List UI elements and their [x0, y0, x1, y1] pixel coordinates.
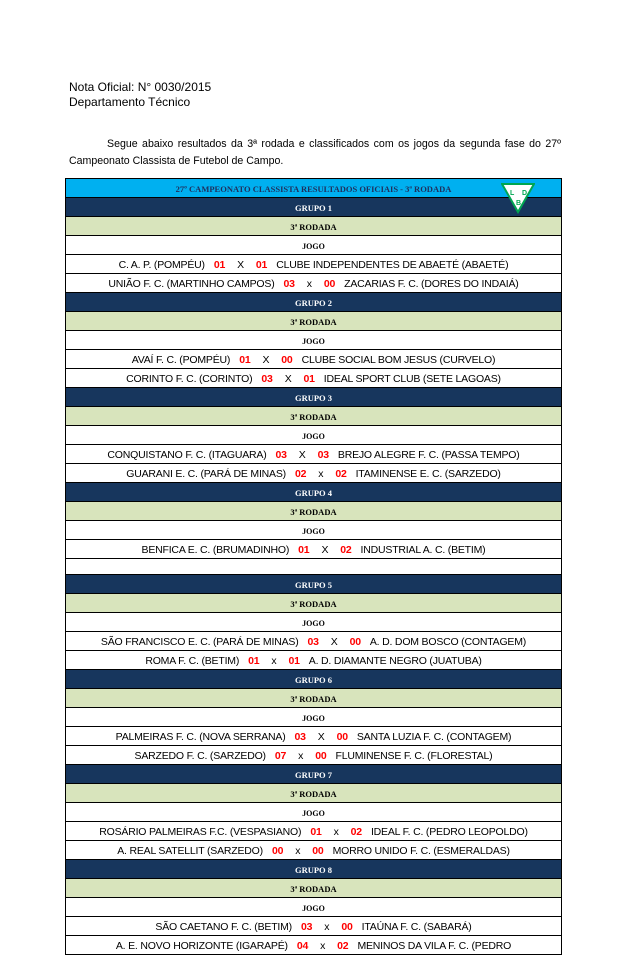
- group-header-row: [66, 764, 562, 783]
- home-score: 00: [271, 844, 284, 857]
- games-label: JOGO: [302, 527, 325, 536]
- table-title: 27º CAMPEONATO CLASSISTA RESULTADOS OFICIAIS - 3ª RODADA: [175, 184, 452, 194]
- round-row-cell: [66, 312, 562, 331]
- match-row: [66, 255, 562, 274]
- group-spacer-row: [66, 559, 562, 575]
- games-label: JOGO: [302, 242, 325, 251]
- table-title-row: [66, 179, 562, 198]
- away-score: 02: [340, 544, 352, 556]
- group-name: GRUPO 4: [294, 488, 333, 498]
- match-separator: x: [271, 654, 277, 667]
- round-label: 3ª RODADA: [290, 693, 337, 704]
- away-score: 00: [349, 635, 361, 648]
- round-row: [66, 593, 562, 612]
- match-separator: X: [317, 730, 325, 743]
- games-label: JOGO: [302, 808, 325, 818]
- logo-letter-b: B: [516, 200, 522, 207]
- home-team: AVAÍ F. C. (POMPÉU): [131, 354, 231, 366]
- games-label: JOGO: [302, 432, 325, 441]
- group-header-row: [66, 388, 562, 407]
- match-row-cell: [66, 631, 562, 650]
- group-name: GRUPO 8: [294, 864, 333, 875]
- match-row: [66, 935, 562, 954]
- away-team: MENINOS DA VILA F. C. (PEDRO: [357, 939, 512, 952]
- match-separator: x: [306, 278, 312, 290]
- match-row-cell: [66, 540, 562, 559]
- match-separator: x: [295, 844, 301, 857]
- match-row: [66, 274, 562, 293]
- away-score: 00: [281, 354, 293, 366]
- match-row-cell: [66, 821, 562, 840]
- round-row: [66, 217, 562, 236]
- group-header-row-cell: [66, 198, 562, 217]
- round-label: 3ª RODADA: [290, 507, 337, 517]
- group-header-row-cell: [66, 859, 562, 878]
- match-separator: X: [284, 373, 292, 385]
- match-separator: X: [237, 259, 244, 271]
- home-team: CORINTO F. C. (CORINTO): [126, 373, 253, 385]
- match-row: [66, 464, 562, 483]
- games-label: JOGO: [302, 903, 325, 913]
- away-team: IDEAL SPORT CLUB (SETE LAGOAS): [323, 373, 501, 385]
- round-label: 3ª RODADA: [290, 883, 337, 894]
- home-score: 03: [283, 278, 295, 290]
- away-team: FLUMINENSE F. C. (FLORESTAL): [335, 749, 493, 762]
- games-label-row-cell: [66, 331, 562, 350]
- match-row: [66, 726, 562, 745]
- match-row-cell: [66, 464, 562, 483]
- match-row-cell: [66, 255, 562, 274]
- home-team: CONQUISTANO F. C. (ITAGUARA): [107, 449, 267, 461]
- round-row: [66, 407, 562, 426]
- round-row: [66, 878, 562, 897]
- group-header-row-cell: [66, 293, 562, 312]
- away-team: ZACARIAS F. C. (DORES DO INDAIÁ): [344, 278, 519, 290]
- home-score: 01: [213, 259, 226, 271]
- round-label: 3ª RODADA: [290, 598, 337, 609]
- round-row-cell: [66, 217, 562, 236]
- games-label-row: [66, 426, 562, 445]
- round-row: [66, 688, 562, 707]
- away-team: ITAÚNA F. C. (SABARÁ): [361, 920, 472, 933]
- away-score: 00: [315, 749, 327, 762]
- group-header-row-cell: [66, 574, 562, 593]
- home-score: 01: [248, 654, 260, 667]
- group-name: GRUPO 3: [294, 393, 333, 403]
- match-row: [66, 369, 562, 388]
- group-spacer-row-cell: [66, 559, 562, 575]
- round-row: [66, 312, 562, 331]
- results-table: [65, 178, 562, 955]
- games-label-row: [66, 331, 562, 350]
- group-name: GRUPO 5: [294, 579, 333, 590]
- games-label-row-cell: [66, 426, 562, 445]
- home-score: 01: [298, 544, 310, 556]
- round-row-cell: [66, 783, 562, 802]
- away-score: 00: [323, 278, 336, 290]
- match-row-cell: [66, 350, 562, 369]
- round-row: [66, 783, 562, 802]
- match-separator: x: [333, 825, 339, 838]
- group-header-row-cell: [66, 669, 562, 688]
- match-separator: X: [262, 354, 270, 366]
- round-row-cell: [66, 593, 562, 612]
- match-row-cell: [66, 445, 562, 464]
- document-header: [69, 80, 211, 110]
- match-separator: x: [318, 468, 324, 480]
- group-header-row-cell: [66, 388, 562, 407]
- away-score: 01: [288, 654, 300, 667]
- group-header-row-cell: [66, 483, 562, 502]
- match-separator: X: [330, 635, 338, 648]
- results-table-body: [66, 179, 562, 955]
- games-label-row: [66, 612, 562, 631]
- away-team: BREJO ALEGRE F. C. (PASSA TEMPO): [337, 449, 520, 461]
- logo-letter-d: D: [522, 190, 528, 197]
- away-team: INDUSTRIAL A. C. (BETIM): [360, 544, 486, 556]
- match-row-cell: [66, 840, 562, 859]
- away-score: 00: [341, 920, 353, 933]
- match-row: [66, 650, 562, 669]
- match-row: [66, 350, 562, 369]
- group-header-row: [66, 483, 562, 502]
- match-row: [66, 631, 562, 650]
- away-score: 02: [350, 825, 362, 838]
- away-team: A. D. DIAMANTE NEGRO (JUATUBA): [308, 654, 482, 667]
- match-separator: x: [320, 939, 326, 952]
- round-label: 3ª RODADA: [290, 222, 337, 232]
- home-team: PALMEIRAS F. C. (NOVA SERRANA): [115, 730, 286, 743]
- match-row: [66, 540, 562, 559]
- group-name: GRUPO 2: [294, 298, 333, 308]
- games-label-row-cell: [66, 897, 562, 916]
- department-name: Departamento Técnico: [69, 95, 191, 109]
- games-label: JOGO: [302, 618, 325, 628]
- away-team: SANTA LUZIA F. C. (CONTAGEM): [356, 730, 512, 743]
- match-separator: x: [324, 920, 330, 933]
- away-score: 00: [336, 730, 348, 743]
- table-title-cell: [66, 179, 562, 198]
- home-team: ROSÁRIO PALMEIRAS F.C. (VESPASIANO): [99, 825, 302, 838]
- match-row-cell: [66, 726, 562, 745]
- ldb-logo: [501, 182, 535, 214]
- home-team: SARZEDO F. C. (SARZEDO): [134, 749, 266, 762]
- match-row-cell: [66, 650, 562, 669]
- home-score: 04: [296, 939, 309, 952]
- match-row: [66, 445, 562, 464]
- games-label-row: [66, 802, 562, 821]
- home-score: 03: [261, 373, 273, 385]
- away-team: MORRO UNIDO F. C. (ESMERALDAS): [332, 844, 510, 857]
- match-row: [66, 840, 562, 859]
- round-label: 3ª RODADA: [290, 317, 337, 327]
- group-header-row: [66, 574, 562, 593]
- home-team: C. A. P. (POMPÉU): [118, 259, 205, 271]
- match-row: [66, 821, 562, 840]
- home-score: 03: [307, 635, 319, 648]
- away-score: 02: [337, 939, 349, 952]
- match-row: [66, 916, 562, 935]
- logo-letter-l: L: [510, 190, 515, 197]
- round-row-cell: [66, 878, 562, 897]
- games-label-row: [66, 236, 562, 255]
- away-score: 01: [255, 259, 268, 271]
- group-header-row: [66, 293, 562, 312]
- home-team: SÃO CAETANO F. C. (BETIM): [155, 920, 292, 933]
- home-score: 03: [294, 730, 306, 743]
- games-label-row-cell: [66, 707, 562, 726]
- games-label-row-cell: [66, 236, 562, 255]
- home-team: UNIÃO F. C. (MARTINHO CAMPOS): [108, 278, 275, 290]
- match-row-cell: [66, 745, 562, 764]
- games-label-row-cell: [66, 802, 562, 821]
- match-separator: X: [298, 449, 306, 461]
- away-team: ITAMINENSE E. C. (SARZEDO): [355, 468, 501, 480]
- group-name: GRUPO 1: [294, 203, 333, 213]
- match-separator: X: [321, 544, 329, 556]
- round-label: 3ª RODADA: [290, 788, 337, 799]
- home-score: 01: [310, 825, 322, 838]
- home-team: A. E. NOVO HORIZONTE (IGARAPÉ): [115, 939, 288, 952]
- home-score: 03: [275, 449, 287, 461]
- group-header-row: [66, 198, 562, 217]
- home-team: ROMA F. C. (BETIM): [145, 654, 240, 667]
- match-separator: x: [298, 749, 304, 762]
- group-name: GRUPO 6: [294, 674, 333, 685]
- match-row-cell: [66, 369, 562, 388]
- games-label-row-cell: [66, 521, 562, 540]
- match-row-cell: [66, 916, 562, 935]
- games-label: JOGO: [302, 337, 325, 346]
- nota-oficial-number: Nota Oficial: N° 0030/2015: [69, 80, 212, 94]
- home-team: GUARANI E. C. (PARÁ DE MINAS): [126, 468, 286, 480]
- round-label: 3ª RODADA: [290, 412, 337, 422]
- home-score: 02: [294, 468, 307, 480]
- match-row-cell: [66, 274, 562, 293]
- home-team: SÃO FRANCISCO E. C. (PARÁ DE MINAS): [100, 635, 299, 648]
- home-score: 03: [300, 920, 313, 933]
- match-row-cell: [66, 935, 562, 954]
- group-header-row: [66, 859, 562, 878]
- away-score: 03: [317, 449, 329, 461]
- home-team: BENFICA E. C. (BRUMADINHO): [141, 544, 290, 556]
- group-name: GRUPO 7: [294, 769, 333, 780]
- round-row-cell: [66, 502, 562, 521]
- home-score: 07: [274, 749, 287, 762]
- away-team: CLUBE SOCIAL BOM JESUS (CURVELO): [301, 354, 496, 366]
- games-label-row: [66, 707, 562, 726]
- match-row: [66, 745, 562, 764]
- intro-text: Segue abaixo resultados da 3ª rodada e classificados com os jogos da segunda fase do 27º Campeonato Classista de Futebol de Campo.: [69, 138, 561, 167]
- round-row-cell: [66, 688, 562, 707]
- intro-paragraph: [69, 136, 561, 170]
- home-team: A. REAL SATELLIT (SARZEDO): [117, 844, 263, 857]
- away-score: 01: [303, 373, 315, 385]
- group-header-row-cell: [66, 764, 562, 783]
- games-label-row: [66, 897, 562, 916]
- games-label-row-cell: [66, 612, 562, 631]
- away-score: 00: [312, 844, 324, 857]
- round-row-cell: [66, 407, 562, 426]
- away-score: 02: [335, 468, 347, 480]
- games-label-row: [66, 521, 562, 540]
- home-score: 01: [239, 354, 251, 366]
- away-team: A. D. DOM BOSCO (CONTAGEM): [369, 635, 527, 648]
- round-row: [66, 502, 562, 521]
- games-label: JOGO: [302, 713, 325, 723]
- away-team: CLUBE INDEPENDENTES DE ABAETÉ (ABAETÉ): [276, 259, 509, 271]
- away-team: IDEAL F. C. (PEDRO LEOPOLDO): [370, 825, 528, 838]
- group-header-row: [66, 669, 562, 688]
